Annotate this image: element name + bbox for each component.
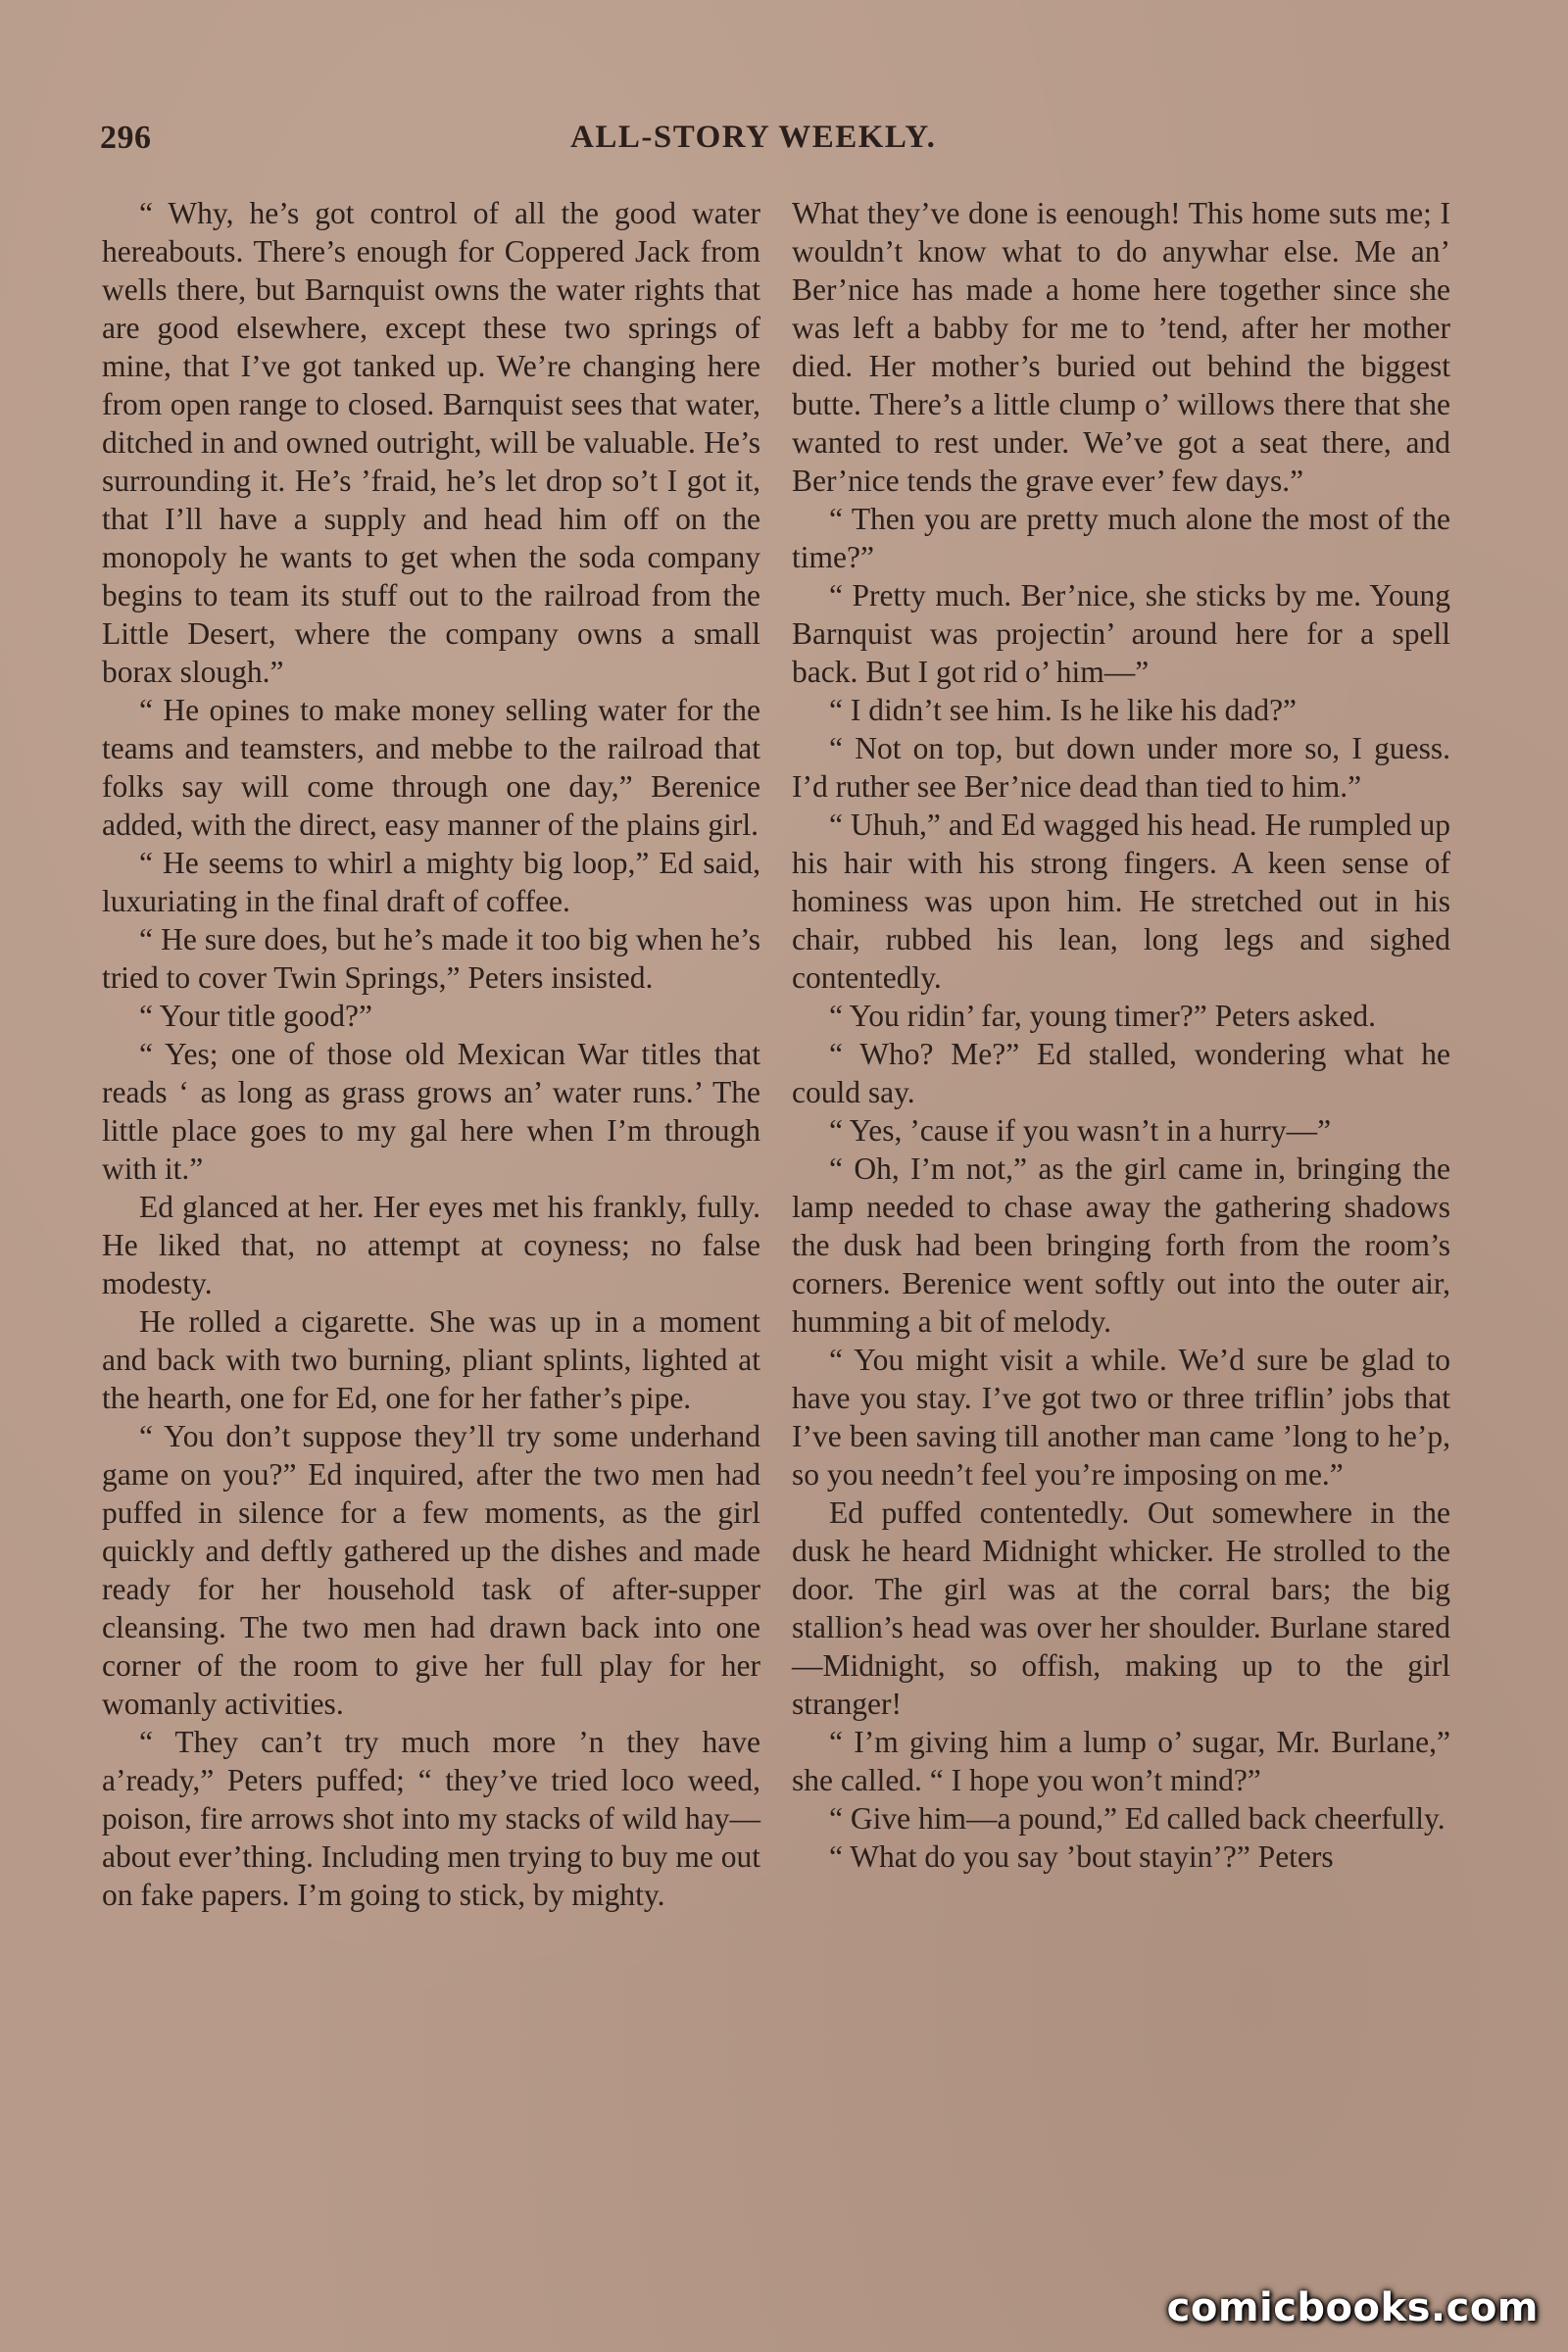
- paragraph: “ You don’t suppose they’ll try some underhand game on you?” Ed inquired, after the two men had puffed in silence for a few moments, as the girl quickly and deftly gathered up the dishes and made ready for her household task of after-supper cleansing. The two men had drawn back into one corner of the room to give her full play for her womanly activities.: [102, 1419, 760, 1721]
- paragraph: “ He sure does, but he’s made it too big when he’s tried to cover Twin Springs,” Peters insisted.: [102, 922, 760, 995]
- paragraph-continuation: What they’ve done is eenough! This home suts me; I wouldn’t know what to do anywhar else. Me an’ Ber’nice has made a home here together since she was left a babby for me to ’tend, after her mother died. Her mother’s buried out behind the biggest butte. There’s a little clump o’ willows there that she wanted to rest under. We’ve got a seat there, and Ber’nice tends the grave ever’ few days.”: [792, 196, 1450, 498]
- paragraph: “ Why, he’s got control of all the good water hereabouts. There’s enough for Coppered Jack from wells there, but Barnquist owns the water rights that are good elsewhere, except these two springs of mine, that I’ve got tanked up. We’re changing here from open range to closed. Barnquist sees that water, ditched in and owned outright, will be valuable. He’s surrounding it. He’s ’fraid, he’s let drop so’t I got it, that I’ll have a supply and head him off on the monopoly he wants to get when the soda company begins to team its stuff out to the railroad from the Little Desert, where the company owns a small borax slough.”: [102, 196, 760, 689]
- paragraph: “ He opines to make money selling water for the teams and teamsters, and mebbe to the railroad that folks say will come through one day,” Berenice added, with the direct, easy manner of the plains girl.: [102, 693, 760, 842]
- paragraph: “ You might visit a while. We’d sure be glad to have you stay. I’ve got two or three triflin’ jobs that I’ve been saving till another man came ’long to he’p, so you needn’t feel you’re imposing on me.”: [792, 1343, 1450, 1492]
- paragraph: “ Oh, I’m not,” as the girl came in, bringing the lamp needed to chase away the gathering shadows the dusk had been bringing forth from the room’s corners. Berenice went softly out into the outer air, humming a bit of melody.: [792, 1152, 1450, 1339]
- watermark: comicbooks.com: [1166, 2285, 1539, 2330]
- paragraph: “ Yes; one of those old Mexican War titles that reads ‘ as long as grass grows an’ water runs.’ The little place goes to my gal here when I’m through with it.”: [102, 1037, 760, 1186]
- right-column: [792, 194, 1450, 1876]
- page-header: [100, 120, 1452, 169]
- paragraph: “ Yes, ’cause if you wasn’t in a hurry—”: [829, 1113, 1332, 1148]
- paragraph: “ He seems to whirl a mighty big loop,” Ed said, luxuriating in the final draft of coffee.: [102, 846, 760, 918]
- left-column: [102, 194, 760, 1914]
- paragraph: Ed puffed contentedly. Out somewhere in the dusk he heard Midnight whicker. He strolled to the door. The girl was at the corral bars; the big stallion’s head was over her shoulder. Burlane stared—Midnight, so offish, making up to the girl stranger!: [792, 1495, 1450, 1721]
- paragraph: “ Pretty much. Ber’nice, she sticks by me. Young Barnquist was projectin’ around here for a spell back. But I got rid o’ him—”: [792, 578, 1450, 689]
- page-number: 296: [100, 120, 152, 156]
- paragraph: “ Give him—a pound,” Ed called back cheerfully.: [829, 1801, 1446, 1836]
- paragraph: “ Who? Me?” Ed stalled, wondering what he could say.: [792, 1037, 1450, 1109]
- paragraph: “ They can’t try much more ’n they have a’ready,” Peters puffed; “ they’ve tried loco weed, poison, fire arrows shot into my stacks of wild hay—about ever’thing. Including men trying to buy me out on fake papers. I’m going to stick, by mighty.: [102, 1725, 760, 1912]
- paragraph: “ Your title good?”: [139, 999, 372, 1033]
- paragraph: He rolled a cigarette. She was up in a moment and back with two burning, pliant splints, lighted at the hearth, one for Ed, one for her father’s pipe.: [102, 1304, 760, 1415]
- paragraph: “ Uhuh,” and Ed wagged his head. He rumpled up his hair with his strong fingers. A keen sense of hominess was upon him. He stretched out in his chair, rubbed his lean, long legs and sighed contentedly.: [792, 808, 1450, 995]
- paragraph: “ Then you are pretty much alone the most of the time?”: [792, 502, 1450, 574]
- paragraph: “ You ridin’ far, young timer?” Peters asked.: [829, 999, 1377, 1033]
- magazine-title: ALL-STORY WEEKLY.: [570, 120, 937, 155]
- paragraph: “ What do you say ’bout stayin’?” Peters: [829, 1839, 1334, 1874]
- paragraph: “ Not on top, but down under more so, I guess. I’d ruther see Ber’nice dead than tied to him.”: [792, 731, 1450, 804]
- paragraph: “ I didn’t see him. Is he like his dad?”: [829, 693, 1298, 727]
- paragraph: “ I’m giving him a lump o’ sugar, Mr. Burlane,” she called. “ I hope you won’t mind?”: [792, 1725, 1450, 1797]
- paragraph: Ed glanced at her. Her eyes met his frankly, fully. He liked that, no attempt at coyness; no false modesty.: [102, 1190, 760, 1300]
